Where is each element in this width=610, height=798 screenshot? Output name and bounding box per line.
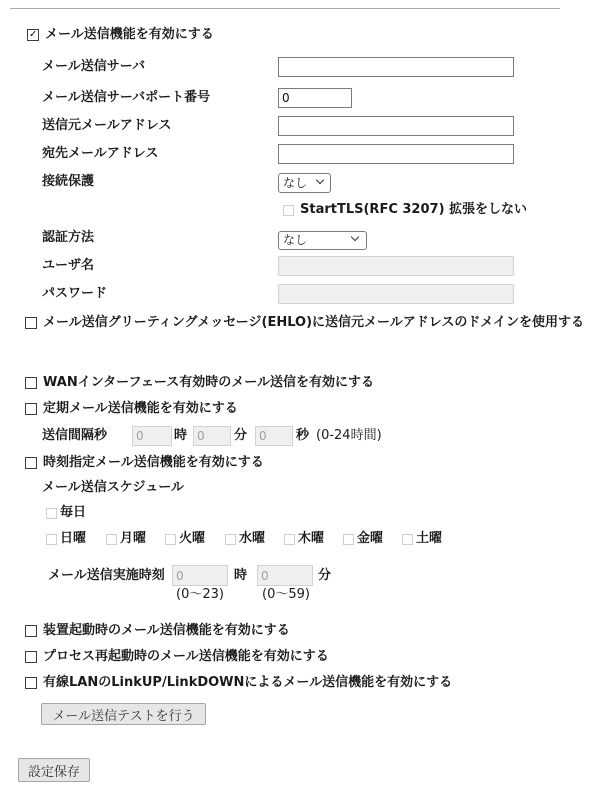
smtp-server-input[interactable]	[278, 57, 514, 77]
everyday-label: 毎日	[60, 505, 87, 520]
send-time-hour-input[interactable]	[172, 565, 228, 586]
everyday-checkbox[interactable]	[46, 508, 57, 519]
day-checkbox-friday[interactable]	[343, 534, 354, 545]
from-address-input[interactable]	[278, 116, 514, 136]
to-address-label: 宛先メールアドレス	[42, 146, 159, 161]
day-label-friday: 金曜	[357, 531, 384, 546]
interval-range-note: (0-24時間)	[316, 428, 382, 443]
ehlo-domain-label: メール送信グリーティングメッセージ(EHLO)に送信元メールアドレスのドメインを使用する	[43, 315, 585, 330]
interval-hours-unit: 時	[174, 428, 188, 443]
boot-enable-checkbox[interactable]	[25, 625, 37, 637]
day-row-thursday	[284, 529, 324, 549]
send-time-hour-unit: 時	[234, 568, 248, 583]
username-label: ユーザ名	[42, 258, 95, 273]
smtp-port-label: メール送信サーバポート番号	[42, 90, 211, 105]
wan-enable-row	[25, 373, 374, 393]
send-time-minute-input[interactable]	[257, 565, 313, 586]
interval-minutes-input[interactable]	[193, 426, 231, 446]
top-divider	[10, 8, 560, 9]
auth-method-label: 認証方法	[42, 230, 95, 245]
interval-seconds-input[interactable]	[255, 426, 293, 446]
starttls-row	[283, 200, 527, 220]
periodic-checkbox[interactable]	[25, 403, 37, 415]
periodic-label: 定期メール送信機能を有効にする	[43, 401, 238, 416]
ehlo-domain-row	[25, 313, 584, 333]
send-time-label: メール送信実施時刻	[48, 568, 165, 583]
wan-enable-label: WANインターフェース有効時のメール送信を有効にする	[43, 375, 374, 390]
process-restart-checkbox[interactable]	[25, 651, 37, 663]
link-updown-label: 有線LANのLinkUP/LinkDOWNによるメール送信機能を有効にする	[43, 675, 453, 690]
interval-label: 送信間隔秒	[42, 428, 108, 443]
link-updown-row	[25, 673, 452, 693]
send-time-hour-range: (0〜23)	[176, 587, 224, 602]
username-input[interactable]	[278, 256, 514, 276]
boot-enable-label: 装置起動時のメール送信機能を有効にする	[43, 623, 290, 638]
from-address-label: 送信元メールアドレス	[42, 118, 172, 133]
day-row-wednesday	[225, 529, 265, 549]
save-settings-button[interactable]: 設定保存	[18, 758, 90, 782]
day-row-saturday	[402, 529, 442, 549]
mail-enable-checkbox[interactable]	[27, 29, 39, 41]
password-input[interactable]	[278, 284, 514, 304]
day-row-friday	[343, 529, 383, 549]
day-label-wednesday: 水曜	[239, 531, 266, 546]
day-checkbox-wednesday[interactable]	[225, 534, 236, 545]
starttls-disable-label: StartTLS(RFC 3207) 拡張をしない	[300, 202, 528, 217]
password-label: パスワード	[42, 286, 108, 301]
day-row-monday	[106, 529, 146, 549]
periodic-row	[25, 399, 238, 419]
scheduled-checkbox[interactable]	[25, 457, 37, 469]
day-checkbox-saturday[interactable]	[402, 534, 413, 545]
send-time-minute-unit: 分	[318, 568, 332, 583]
day-label-tuesday: 火曜	[179, 531, 206, 546]
process-restart-row	[25, 647, 329, 667]
send-time-minute-range: (0〜59)	[262, 587, 310, 602]
day-label-thursday: 木曜	[298, 531, 325, 546]
smtp-server-label: メール送信サーバ	[42, 59, 146, 74]
mail-test-button[interactable]: メール送信テストを行う	[41, 703, 206, 725]
interval-minutes-unit: 分	[234, 428, 248, 443]
interval-seconds-unit: 秒	[296, 428, 310, 443]
day-label-saturday: 土曜	[416, 531, 443, 546]
schedule-label: メール送信スケジュール	[42, 480, 184, 495]
interval-hours-input[interactable]	[132, 426, 172, 446]
day-row-sunday	[46, 529, 86, 549]
day-row-tuesday	[165, 529, 205, 549]
scheduled-row	[25, 453, 264, 473]
day-label-sunday: 日曜	[60, 531, 87, 546]
day-checkbox-monday[interactable]	[106, 534, 117, 545]
connection-security-dropdown	[278, 172, 331, 192]
mail-enable-label: メール送信機能を有効にする	[45, 27, 214, 42]
ehlo-domain-checkbox[interactable]	[25, 317, 37, 329]
smtp-port-input[interactable]	[278, 88, 352, 108]
auth-method-dropdown	[278, 229, 367, 248]
process-restart-label: プロセス再起動時のメール送信機能を有効にする	[43, 649, 329, 664]
connection-security-select[interactable]	[278, 173, 331, 193]
everyday-row	[46, 503, 86, 523]
link-updown-checkbox[interactable]	[25, 677, 37, 689]
to-address-input[interactable]	[278, 144, 514, 164]
connection-security-label: 接続保護	[42, 174, 95, 189]
day-checkbox-thursday[interactable]	[284, 534, 295, 545]
day-checkbox-tuesday[interactable]	[165, 534, 176, 545]
boot-enable-row	[25, 621, 290, 641]
auth-method-select[interactable]	[278, 231, 367, 250]
starttls-disable-checkbox[interactable]	[283, 205, 294, 216]
day-label-monday: 月曜	[120, 531, 147, 546]
scheduled-label: 時刻指定メール送信機能を有効にする	[43, 455, 264, 470]
wan-enable-checkbox[interactable]	[25, 377, 37, 389]
mail-enable-row	[27, 25, 214, 45]
day-checkbox-sunday[interactable]	[46, 534, 57, 545]
